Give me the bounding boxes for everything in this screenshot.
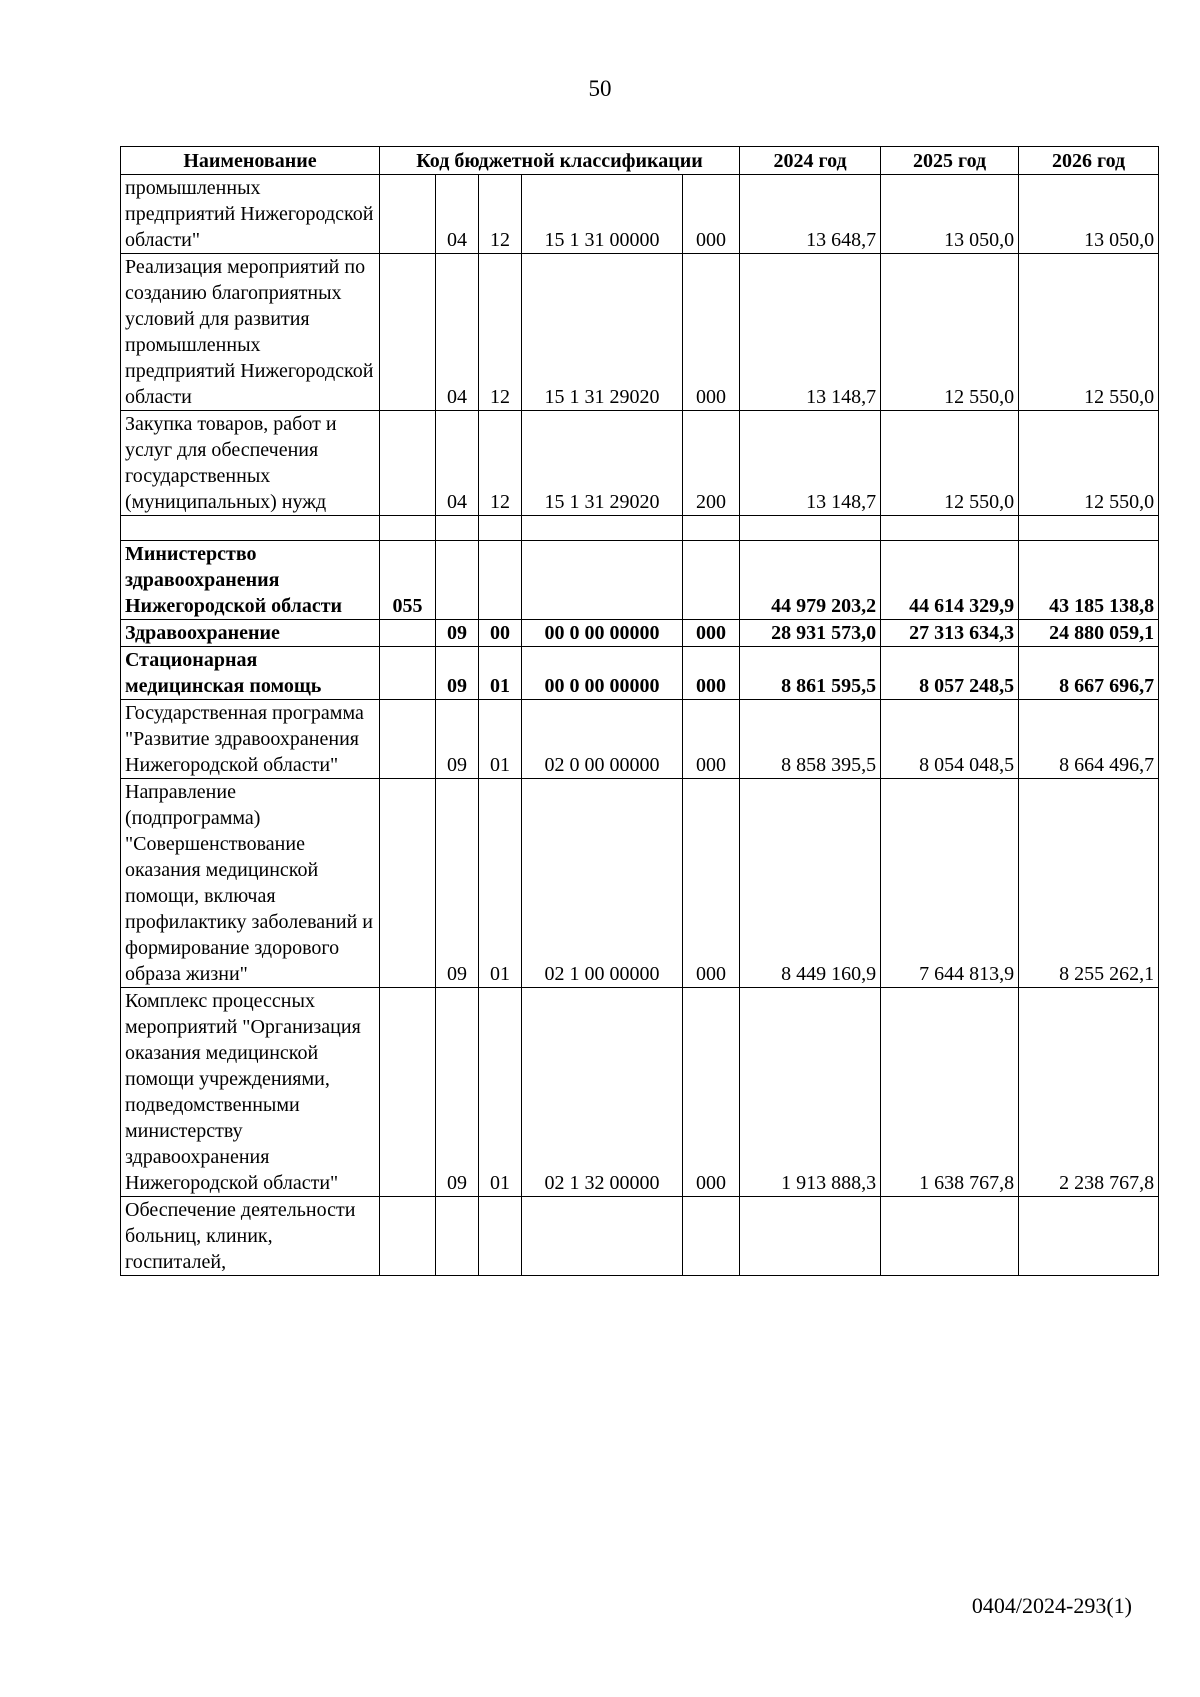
row-subsection-code: 12 (479, 254, 522, 411)
row-subsection-code: 00 (479, 620, 522, 647)
row-value-2024: 13 648,7 (740, 175, 881, 254)
row-value-2024: 13 148,7 (740, 254, 881, 411)
row-section-code: 09 (436, 988, 479, 1197)
row-expense-type: 000 (683, 779, 740, 988)
row-name: Министерство здравоохранения Нижегородской области (121, 541, 380, 620)
table-row (121, 541, 1159, 620)
row-expense-type: 000 (683, 254, 740, 411)
row-value-2024: 1 913 888,3 (740, 988, 881, 1197)
row-value-2025: 1 638 767,8 (881, 988, 1019, 1197)
row-value-2025 (881, 516, 1019, 541)
row-value-2025: 13 050,0 (881, 175, 1019, 254)
table-row (121, 1197, 1159, 1276)
table-row (121, 411, 1159, 516)
row-value-2025: 27 313 634,3 (881, 620, 1019, 647)
row-expense-type: 000 (683, 988, 740, 1197)
row-article-code: 00 0 00 00000 (522, 620, 683, 647)
row-subsection-code: 12 (479, 411, 522, 516)
row-name (121, 516, 380, 541)
row-article-code: 02 1 32 00000 (522, 988, 683, 1197)
row-section-code: 09 (436, 700, 479, 779)
header-2026: 2026 год (1019, 147, 1159, 175)
row-expense-type: 000 (683, 700, 740, 779)
table-row (121, 254, 1159, 411)
row-value-2025: 12 550,0 (881, 254, 1019, 411)
table-row (121, 988, 1159, 1197)
row-subsection-code: 01 (479, 988, 522, 1197)
row-section-code (436, 1197, 479, 1276)
row-value-2024: 44 979 203,2 (740, 541, 881, 620)
row-name: Государственная программа "Развитие здравоохранения Нижегородской области" (121, 700, 380, 779)
row-subsection-code (479, 1197, 522, 1276)
row-ministry-code (380, 411, 436, 516)
row-ministry-code (380, 516, 436, 541)
row-value-2024: 28 931 573,0 (740, 620, 881, 647)
row-subsection-code: 12 (479, 175, 522, 254)
table-row (121, 620, 1159, 647)
row-value-2024 (740, 516, 881, 541)
row-name: Комплекс процессных мероприятий "Организация оказания медицинской помощи учреждениями, подведомственными министерству здравоохранения Нижегородской области" (121, 988, 380, 1197)
table-row (121, 175, 1159, 254)
row-article-code: 15 1 31 29020 (522, 254, 683, 411)
row-section-code: 09 (436, 779, 479, 988)
row-name: промышленных предприятий Нижегородской области" (121, 175, 380, 254)
row-value-2026: 12 550,0 (1019, 254, 1159, 411)
row-value-2025: 8 054 048,5 (881, 700, 1019, 779)
row-value-2024: 8 861 595,5 (740, 647, 881, 700)
header-name: Наименование (121, 147, 380, 175)
row-subsection-code (479, 516, 522, 541)
row-article-code: 15 1 31 29020 (522, 411, 683, 516)
row-ministry-code (380, 988, 436, 1197)
row-value-2026: 8 255 262,1 (1019, 779, 1159, 988)
row-subsection-code: 01 (479, 647, 522, 700)
table-row (121, 700, 1159, 779)
page-number: 50 (588, 76, 612, 101)
row-section-code: 09 (436, 647, 479, 700)
row-value-2026: 43 185 138,8 (1019, 541, 1159, 620)
row-name: Направление (подпрограмма) "Совершенствование оказания медицинской помощи, включая профилактику заболеваний и формирование здорового образа жизни" (121, 779, 380, 988)
row-section-code: 04 (436, 175, 479, 254)
header-2025: 2025 год (881, 147, 1019, 175)
row-expense-type: 000 (683, 647, 740, 700)
table-header-row (121, 147, 1159, 175)
row-value-2026: 13 050,0 (1019, 175, 1159, 254)
row-value-2024 (740, 1197, 881, 1276)
row-value-2025: 7 644 813,9 (881, 779, 1019, 988)
row-section-code (436, 516, 479, 541)
row-article-code (522, 516, 683, 541)
row-subsection-code (479, 541, 522, 620)
row-section-code: 09 (436, 620, 479, 647)
row-value-2025: 12 550,0 (881, 411, 1019, 516)
row-value-2026: 12 550,0 (1019, 411, 1159, 516)
row-ministry-code (380, 647, 436, 700)
budget-table (120, 146, 1159, 1276)
row-ministry-code (380, 1197, 436, 1276)
row-subsection-code: 01 (479, 700, 522, 779)
row-value-2026: 24 880 059,1 (1019, 620, 1159, 647)
row-article-code (522, 541, 683, 620)
table-row-spacer (121, 516, 1159, 541)
row-name: Обеспечение деятельности больниц, клиник, госпиталей, (121, 1197, 380, 1276)
row-value-2026: 2 238 767,8 (1019, 988, 1159, 1197)
row-value-2025 (881, 1197, 1019, 1276)
row-ministry-code (380, 620, 436, 647)
row-ministry-code (380, 779, 436, 988)
row-ministry-code (380, 254, 436, 411)
table-row (121, 647, 1159, 700)
row-value-2026 (1019, 1197, 1159, 1276)
table-row (121, 779, 1159, 988)
row-name: Стационарная медицинская помощь (121, 647, 380, 700)
row-value-2026: 8 667 696,7 (1019, 647, 1159, 700)
row-section-code: 04 (436, 254, 479, 411)
row-expense-type (683, 1197, 740, 1276)
row-name: Реализация мероприятий по созданию благоприятных условий для развития промышленных предприятий Нижегородской области (121, 254, 380, 411)
row-section-code (436, 541, 479, 620)
row-value-2024: 13 148,7 (740, 411, 881, 516)
row-value-2026 (1019, 516, 1159, 541)
row-expense-type: 200 (683, 411, 740, 516)
row-ministry-code (380, 175, 436, 254)
row-name: Здравоохранение (121, 620, 380, 647)
row-article-code: 00 0 00 00000 (522, 647, 683, 700)
row-ministry-code (380, 700, 436, 779)
row-expense-type: 000 (683, 175, 740, 254)
row-article-code: 15 1 31 00000 (522, 175, 683, 254)
header-2024: 2024 год (740, 147, 881, 175)
row-ministry-code: 055 (380, 541, 436, 620)
header-code: Код бюджетной классификации (380, 147, 740, 175)
row-article-code: 02 0 00 00000 (522, 700, 683, 779)
row-value-2024: 8 449 160,9 (740, 779, 881, 988)
row-value-2026: 8 664 496,7 (1019, 700, 1159, 779)
row-value-2024: 8 858 395,5 (740, 700, 881, 779)
row-name: Закупка товаров, работ и услуг для обеспечения государственных (муниципальных) нужд (121, 411, 380, 516)
row-expense-type: 000 (683, 620, 740, 647)
row-article-code: 02 1 00 00000 (522, 779, 683, 988)
row-value-2025: 44 614 329,9 (881, 541, 1019, 620)
row-expense-type (683, 541, 740, 620)
document-code: 0404/2024-293(1) (971, 1593, 1132, 1618)
row-value-2025: 8 057 248,5 (881, 647, 1019, 700)
row-expense-type (683, 516, 740, 541)
row-subsection-code: 01 (479, 779, 522, 988)
row-article-code (522, 1197, 683, 1276)
row-section-code: 04 (436, 411, 479, 516)
